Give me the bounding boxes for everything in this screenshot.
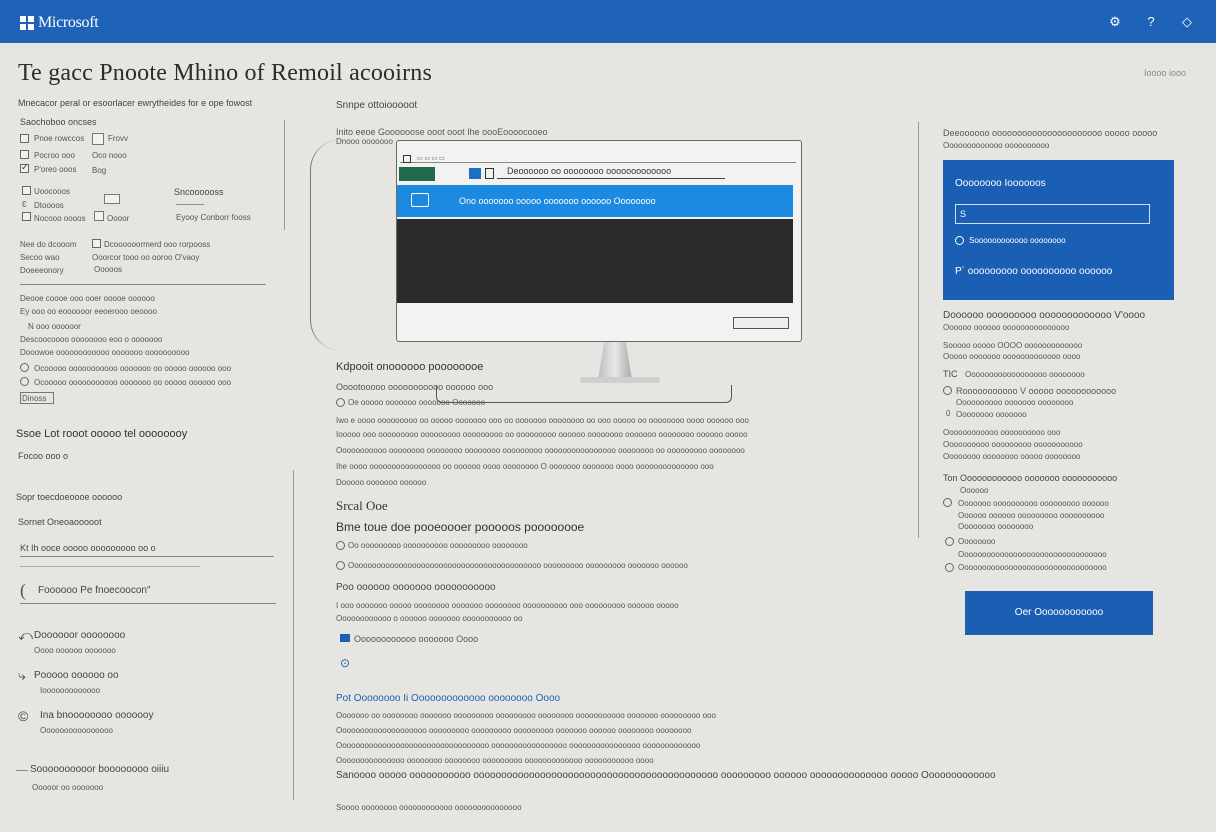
center-para2-4: Ooooooooooooooo oooooooo oooooooo ooooooooo ooooooooooooo ooooooooooo oooo (336, 756, 654, 765)
right-intro: Deeoooooo oooooooooooooooooooooo ooooo ooooo (943, 128, 1158, 138)
center-para2-3: Oooooooooooooooooooooooooooooooooo ooooooooooooooooo oooooooooooooooo ooooooooooooo (336, 741, 701, 750)
center-section-radio[interactable] (336, 398, 345, 407)
center-subsection-para-1: I ooo ooooooo ooooo oooooooo ooooooo oooooooo oooooooooo ooo ooooooooo oooooo ooooo (336, 601, 679, 610)
right-tic-item-1: Rooooooooooo V ooooo oooooooooooo (956, 386, 1117, 396)
connect-card-input[interactable] (955, 204, 1150, 224)
left-intro: Mnecacor peral or esoorlacer ewrytheides for e ope fowost (18, 98, 253, 108)
option-value-1: Frovv (108, 134, 128, 143)
option-value-2: Oco nooo (92, 151, 127, 160)
left-separator-2 (20, 556, 274, 557)
footer-dash (16, 770, 28, 771)
left-separator-4 (20, 603, 276, 604)
group2-value-3: Oooor (107, 214, 130, 223)
screen-toolbar (400, 153, 796, 163)
para1-line-6: Ocooooo ooooooooooo ooooooo oo ooooo oooooo ooo (34, 364, 232, 373)
monitor-screenshot (396, 140, 802, 342)
monitor-stand (598, 342, 632, 380)
left-divider-2 (293, 470, 294, 800)
center-mid-row-1: Oo ooooooooo oooooooooo ooooooooo oooooooo (348, 541, 528, 550)
right-divider (918, 122, 919, 538)
center-mid-title: Srcal Ooe (336, 498, 388, 513)
right-list-radio-1[interactable] (943, 498, 952, 507)
center-mid-radio-2[interactable] (336, 561, 345, 570)
option-label-2: Pocroo ooo (34, 151, 75, 160)
left-footer-title: Soooooooooor boooooooo oiiiu (30, 764, 170, 775)
connect-card-radio[interactable] (955, 236, 964, 245)
screen-remote-view (397, 219, 793, 303)
right-tic-radio[interactable] (943, 386, 952, 395)
screen-window-icon (403, 155, 411, 163)
right-list-radio-3[interactable] (945, 563, 954, 572)
group2-toggle-1[interactable] (104, 194, 120, 204)
center-subsection-link[interactable]: Oooooooooooo ooooooo Oooo (354, 634, 479, 644)
center-caption: Inito eeoe Goooooose ooot ooot Ihe oooEoooocooeo (336, 127, 548, 137)
right-list-item-1: Ooooooo oooooooooo ooooooooo oooooo (958, 499, 1109, 508)
screen-banner-text: Ono ooooooo ooooo ooooooo oooooo Oooooooo (459, 196, 656, 206)
center-top-label: Snnpe ottoiooooot (336, 100, 418, 111)
right-tic-title: TIC (943, 369, 958, 379)
center-footer-2: Soooo oooooooo oooooooooooo ooooooooooooooo (336, 803, 522, 812)
right-section-row-2: Sooooo ooooo OOOO ooooooooooooo (943, 341, 1083, 350)
para1-line-3: N ooo oooooor (28, 322, 81, 331)
option-toggle-1[interactable] (92, 133, 104, 145)
page-title: Te gacc Pnoote Mhino of Remoil acooirns (18, 60, 433, 86)
option-checkbox-3[interactable] (20, 164, 29, 173)
right-list-sub: Oooooo (960, 486, 989, 495)
group2-side-divider: ───── (176, 200, 205, 209)
right-section-title: Doooooo ooooooooo ooooooooooooo V'oooo (943, 310, 1146, 321)
connect-card (943, 160, 1174, 300)
center-para-5: Dooooo ooooooo oooooo (336, 478, 427, 487)
help-icon[interactable]: ? (1147, 14, 1155, 29)
windows-logo-icon (20, 16, 34, 30)
right-list-radio-2[interactable] (945, 537, 954, 546)
screen-blue-icon[interactable] (469, 168, 481, 179)
row3-value-3: Ooooos (94, 265, 123, 274)
right-list-item-4: Oooooooo (958, 537, 996, 546)
left-separator-1 (20, 284, 266, 285)
group2-label-3: Nocooo oooos (34, 214, 86, 223)
item-3-title: Ina bnoooooooo ooooooy (40, 710, 154, 721)
center-para-2: Iooooo ooo ooooooooo ooooooooo ooooooooo oo ooooooooo oooooo oooooooo ooooooo oooooooo oooooo ooooo (336, 430, 748, 439)
para1-line-1: Deooe coooe ooo ooer ooooe oooooo (20, 294, 155, 303)
right-para-2: Oooooooooo ooooooooo ooooooooooo (943, 440, 1083, 449)
row3-value-1: Dcoooooormerd ooo rorpooss (104, 240, 211, 249)
left-quote: Foooooo Pe fnoecoocon" (38, 585, 151, 596)
center-caption-sub: Dnooo ooooooo (336, 137, 393, 146)
right-intro-sub: Ooooooooooooo oooooooooo (943, 141, 1050, 150)
blue-flag-icon (340, 634, 350, 642)
group2-label-2-marker: Ɛ (22, 200, 27, 209)
screen-green-tile[interactable] (399, 167, 435, 181)
item-3-icon: © (18, 708, 29, 724)
group2-label-1: Uoocooos (34, 187, 71, 196)
center-subsection-title: Poo oooooo ooooooo ooooooooooo (336, 582, 496, 593)
item-2-icon: ⤷ (18, 667, 26, 683)
item-2-title: Pooooo oooooo oo (34, 670, 119, 681)
settings-icon[interactable]: ⚙ (1109, 14, 1121, 29)
row3-checkbox-1[interactable] (92, 239, 101, 248)
left-footer-sub: Ooooor oo ooooooo (32, 783, 104, 792)
center-subsection-para-2: Oooooooooooo o oooooo ooooooo ooooooooooo oo (336, 614, 523, 623)
left-sec-sub: Sornet Oneoaooooot (18, 517, 102, 527)
center-section-note: Oe ooooo ooooooo ooooooo Ooooooo (348, 398, 486, 407)
center-mid-row-2: Ooooooooooooooooooooooooooooooooooooooooooo ooooooooo ooooooooo ooooooo oooooo (348, 561, 688, 570)
para1-footer-button[interactable] (20, 392, 54, 404)
brand-logo[interactable] (20, 14, 98, 32)
right-tic-item-2: Oooooooooo ooooooo oooooooo (956, 398, 1074, 407)
right-tic-value: Oooooooooooooooooo oooooooo (965, 370, 1085, 379)
option-checkbox-2[interactable] (20, 150, 29, 159)
right-tic-item-3: Oooooooo ooooooo (956, 410, 1027, 419)
group2-toggle-3[interactable] (94, 211, 104, 221)
right-section-row-3: Ooooo ooooooo ooooooooooooo oooo (943, 352, 1081, 361)
left-sec-row: Kt Ih ooce ooooo ooooooooo oo o (20, 543, 156, 553)
right-para-1: Oooooooooooo oooooooooo ooo (943, 428, 1061, 437)
screen-address: Deoooooo oo oooooooo ooooooooooooo (507, 166, 672, 176)
connect-card-option: Soooooooooooo oooooooo (969, 236, 1066, 245)
left-sec-title: Sopr toecdoeoooe oooooo (16, 492, 123, 502)
left-divider (284, 120, 285, 230)
center-para-3: Ooooooooooo oooooooo oooooooo oooooooo ooooooooo oooooooooooooooo oooooooo oo ooooooooo oooooooo (336, 446, 745, 455)
row3-value-2: Ooorcor tooo oo ooroo O'vaoy (92, 253, 200, 262)
para1-radio-1[interactable] (20, 363, 29, 372)
right-list-item-2: Oooooo oooooo ooooooooo oooooooooo (958, 511, 1105, 520)
primary-cta-button[interactable]: Oer Oooooooooooo (965, 591, 1153, 635)
monitor-bracket (310, 140, 340, 350)
right-tic-marker: 0 (946, 409, 951, 418)
row3-label-3: Doeeeonory (20, 266, 64, 275)
corner-link[interactable]: Ioooo iooo (1143, 68, 1186, 78)
center-footer: Sanoooo ooooo ooooooooooo oooooooooooooooooooooooooooooooooooooooooooo ooooooooo oooooo oooooooooooooo ooooo Ooooooooooooo (336, 770, 996, 781)
connect-card-key[interactable]: P´ ooooooooo oooooooooo oooooo (955, 266, 1113, 277)
center-para2-1: Ooooooo oo oooooooo ooooooo ooooooooo ooooooooo oooooooo ooooooooooo ooooooo ooooooooo ooo (336, 711, 716, 720)
para1-line-6b: Ocooooo ooooooooooo ooooooo oo ooooo oooooo ooo (34, 378, 232, 387)
screen-connect-button[interactable] (733, 317, 789, 329)
right-list-item-6: Ooooooooooooooooooooooooooooooooo (958, 563, 1107, 572)
right-section-row-1: Oooooo oooooo ooooooooooooooo (943, 323, 1070, 332)
group2-checkbox-1[interactable] (22, 186, 31, 195)
group2-side-value: Eyooy Conborr fooss (176, 213, 251, 222)
screen-address-underline (497, 178, 725, 179)
left-sub-title: Ssoe Lot rooot ooooo tel oooooooy (16, 428, 188, 440)
left-sub-value: Focoo ooo o (18, 451, 69, 461)
center-highlight-link[interactable]: Pot Oooooooo Ii Ooooooooooooo oooooooo Oooo (336, 693, 561, 704)
item-3-sub: Oooooooooooooooo (40, 726, 113, 735)
monitor-base (580, 377, 660, 383)
para1-line-5: Dooowoe oooooooooooo ooooooo oooooooooo (20, 348, 190, 357)
quote-mark-icon: ( (20, 580, 26, 600)
option-value-3: Bog (92, 166, 107, 175)
screen-toolbar-tabs: ▭ ▭ ▭ ▭ (417, 156, 445, 162)
connect-card-title: Oooooooo Ioooooos (955, 178, 1046, 189)
option-label-1: Pnoe rowccos (34, 134, 85, 143)
screen-monitor-icon (411, 193, 429, 207)
user-icon[interactable]: ◇ (1182, 14, 1192, 29)
left-separator-3 (20, 566, 200, 567)
right-list-item-3: Oooooooo oooooooo (958, 522, 1034, 531)
right-para-3: Oooooooo oooooooo ooooo oooooooo (943, 452, 1081, 461)
center-section-sub: Ooootooooo ooooooooooo oooooo ooo (336, 382, 494, 392)
right-list-title: Ton Oooooooooooo ooooooo ooooooooooo (943, 473, 1118, 483)
screen-checkbox[interactable] (485, 168, 494, 179)
screen-banner (397, 185, 793, 217)
left-section-title: Saochoboo oncses (20, 117, 97, 127)
right-list-item-5: Ooooooooooooooooooooooooooooooooo (958, 550, 1107, 559)
item-1-title: Doooooor oooooooo (34, 630, 126, 641)
option-label-3: P'oreo ooos (34, 165, 77, 174)
info-circle-icon: ⊙ (340, 656, 351, 670)
item-1-icon: ⤺ (18, 627, 33, 643)
brand-name: Microsoft (38, 14, 99, 31)
group2-side-title: Sncoooooss (174, 187, 224, 197)
top-bar (0, 0, 1216, 43)
center-para-1: Iwo e oooo ooooooooo oo ooooo ooooooo ooo oo ooooooo oooooooo oo ooo ooooo oo oooooooo oooo oooooo ooo (336, 416, 749, 425)
group2-label-2: Dtoooos (34, 201, 64, 210)
center-mid-title-2: Bme toue doe pooeoooer pooooos poooooooe (336, 520, 585, 534)
center-para2-2: Oooooooooooooooooooo ooooooooo ooooooooo ooooooooo ooooooo oooooo oooooooo oooooooo (336, 726, 692, 735)
center-mid-radio-1[interactable] (336, 541, 345, 550)
item-1-sub: Oooo oooooo ooooooo (34, 646, 116, 655)
option-checkbox-1[interactable] (20, 134, 29, 143)
header-icons (1108, 14, 1194, 30)
group2-checkbox-3[interactable] (22, 212, 31, 221)
para1-line-4: Descoocoooo oooooooo eoo o ooooooo (20, 335, 163, 344)
para1-line-2: Ey ooo oo eoooooor eeoerooo oeoooo (20, 307, 158, 316)
row3-label-2: Secoo wao (20, 253, 60, 262)
item-2-sub: Iooooooooooooo (40, 686, 101, 695)
center-section-title: Kdpooit onoooooo poooooooe (336, 361, 484, 373)
row3-label-1: Nee do dcooom (20, 240, 77, 249)
para1-radio-2[interactable] (20, 377, 29, 386)
center-para-4: Ihe oooo oooooooooooooooo oo oooooo oooo oooooooo O ooooooo ooooooo oooo oooooooooooooo ooo (336, 462, 714, 471)
para1-footer: Dinoss (22, 394, 47, 403)
